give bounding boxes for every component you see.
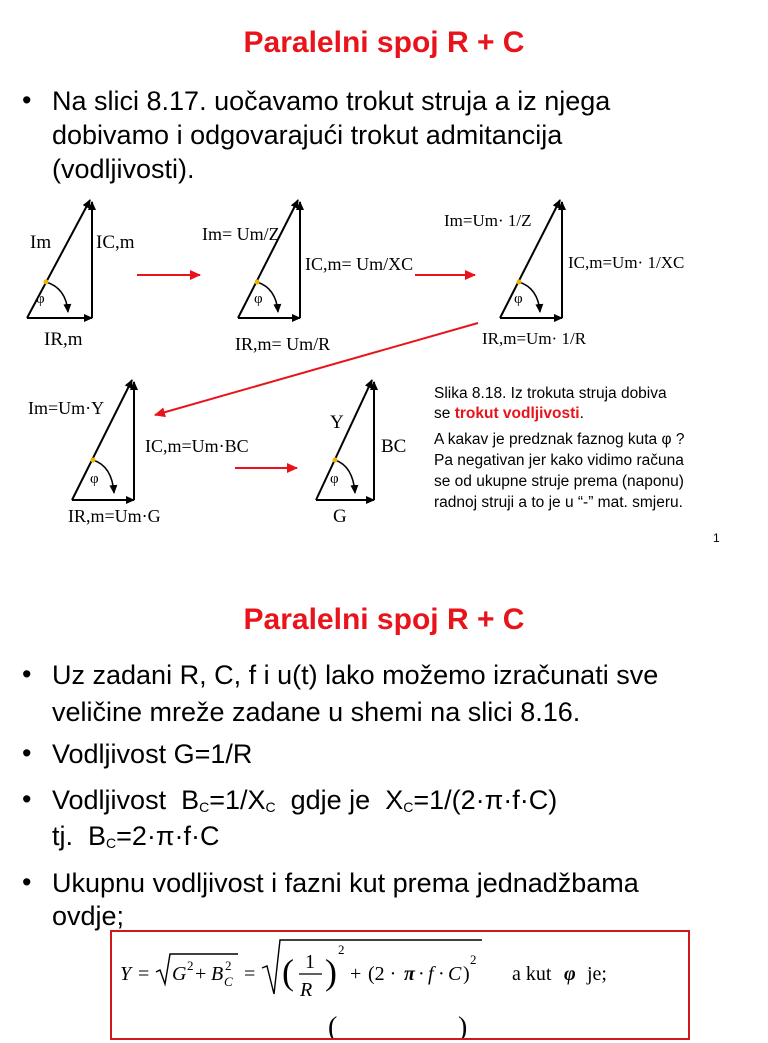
svg-text:Y: Y (120, 963, 132, 985)
bullet-dot: • (22, 85, 32, 115)
t2-vert-label: IC,m= Um/XC (305, 254, 414, 274)
bullet-dot: • (22, 659, 32, 689)
svg-text:je;: je; (587, 963, 607, 985)
bullet-dot: • (22, 738, 32, 768)
t1-base-label: IR,m (44, 329, 83, 350)
svg-text:C: C (224, 974, 233, 989)
svg-text:2: 2 (470, 952, 477, 967)
t3-hyp-label: Im=Um· 1/Z (444, 211, 532, 230)
slide2-bullet-line: Uz zadani R, C, f i u(t) lako možemo izračunati sve (52, 660, 659, 690)
t3-vert-label: IC,m=Um· 1/XC (568, 253, 685, 272)
svg-text:1: 1 (305, 951, 315, 973)
caption-highlight: trokut vodljivosti (454, 405, 580, 422)
t1-hyp-label: Im (30, 232, 52, 253)
caption-line: A kakav je predznak faznog kuta φ ? (434, 431, 685, 448)
t4-vert-label: IC,m=Um·BC (145, 436, 249, 456)
svg-text:·: · (418, 963, 425, 985)
svg-text:(: ( (328, 1012, 338, 1038)
t5-base-label: G (333, 506, 347, 527)
svg-text:φ: φ (564, 963, 576, 985)
triangle-2 (202, 200, 413, 354)
caption-line: Slika 8.18. Iz trokuta struja dobiva (434, 385, 667, 402)
slide2-bullet-line: tj. $B_C=2\cdot\pi\cdot f\cdot C$ (52, 821, 220, 851)
formula-graphic (112, 932, 688, 1038)
svg-text:R: R (300, 979, 313, 1001)
bullet-dot: • (22, 867, 32, 897)
caption-line: se od ukupne struje prema (naponu) (434, 473, 684, 490)
caption-line: radnoj struji a to je u “-” mat. smjeru. (434, 494, 683, 511)
t3-phi: φ (514, 291, 523, 307)
t4-hyp-label: Im=Um·Y (28, 398, 105, 418)
svg-text:=: = (244, 963, 256, 985)
slide1-bullet-line: dobivamo i odgovarajući trokut admitancija (52, 120, 563, 150)
t5-hyp-label: Y (330, 412, 344, 433)
svg-text:C: C (448, 963, 462, 985)
t4-base-label: IR,m=Um·G (68, 506, 161, 526)
t2-hypotenuse (238, 200, 298, 318)
t5-vert-label: BC (381, 436, 407, 457)
svg-text:2: 2 (225, 958, 232, 973)
t4-phi: φ (90, 471, 99, 487)
slide2-bullet-line: Vodljivost G=1/R (52, 739, 253, 769)
triangle-3 (444, 200, 684, 348)
page-number: 1 (713, 531, 720, 545)
svg-text:): ) (458, 1012, 468, 1038)
svg-text:+: + (195, 963, 207, 985)
svg-text:B: B (211, 963, 224, 985)
slide2-bullet-line: Ukupnu vodljivost i fazni kut prema jednadžbama (52, 868, 639, 898)
slide1-bullet-line: (vodljivosti). (52, 154, 195, 184)
slide1-title: Paralelni spoj R + C (243, 26, 525, 59)
t1-angle-arc (46, 282, 68, 312)
triangle-1 (27, 200, 135, 350)
t3-base-label: IR,m=Um· 1/R (482, 329, 587, 348)
t1-vert-label: IC,m (96, 232, 135, 253)
svg-text:f: f (428, 963, 434, 985)
slide1-bullet-line: Na slici 8.17. uočavamo trokut struja a iz njega (52, 86, 611, 116)
svg-text:(: ( (282, 952, 294, 992)
slide2-title: Paralelni spoj R + C (243, 603, 525, 636)
bullet-dot: • (22, 784, 32, 814)
caption-line: Pa negativan jer kako vidimo računa (434, 452, 684, 469)
triangle-4 (28, 380, 249, 526)
svg-text:(2 ·: (2 · (368, 963, 397, 985)
svg-text:): ) (463, 963, 470, 985)
svg-text:2: 2 (338, 942, 345, 957)
t2-hyp-label: Im= Um/Z (202, 224, 280, 244)
triangle-5 (316, 380, 406, 527)
svg-text:·: · (438, 963, 445, 985)
svg-text:G: G (172, 963, 187, 985)
t5-hypotenuse (316, 380, 372, 500)
t2-base-label: IR,m= Um/R (235, 334, 331, 354)
slide2-bullet-line: Vodljivost $B_C=1/X_C$ gdje je $X_C=1/(2\cdot\pi\cdot f\cdot C)$ (52, 785, 558, 815)
svg-text:+: + (350, 963, 362, 985)
caption-line: se trokut vodljivosti. (434, 405, 584, 422)
slide2-bullet-line: veličine mreže zadane u shemi na slici 8.16. (52, 697, 581, 727)
svg-text:π: π (404, 963, 415, 985)
t2-phi: φ (254, 291, 263, 307)
svg-text:a kut: a kut (512, 963, 552, 985)
svg-text:=: = (138, 963, 150, 985)
slide2-bullet-line: ovdje; (52, 901, 125, 931)
svg-text:): ) (325, 952, 337, 992)
t1-phi: φ (36, 291, 45, 307)
t5-phi: φ (330, 471, 339, 487)
svg-text:2: 2 (187, 958, 194, 973)
